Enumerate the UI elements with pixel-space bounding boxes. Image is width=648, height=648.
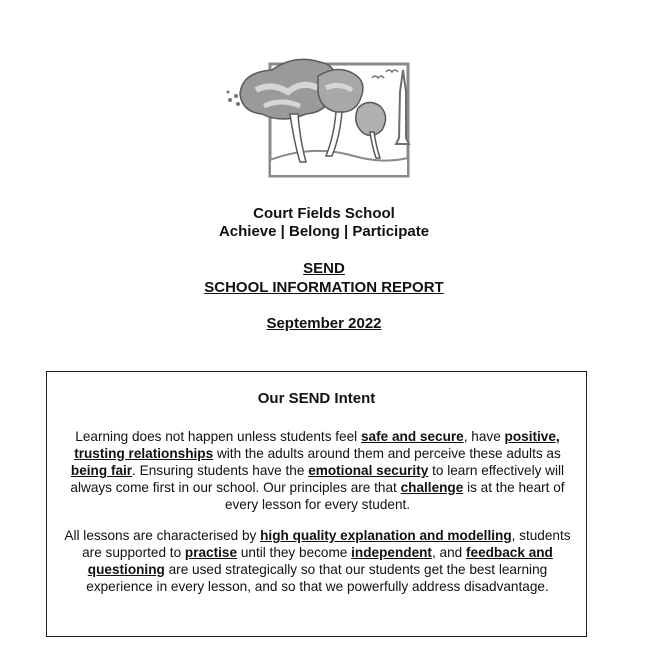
send-intent-box [46, 371, 587, 637]
emphasis-text: practise [184, 545, 238, 560]
school-motto: Achieve | Belong | Participate [218, 223, 430, 240]
paragraph-text: are used strategically so that our students get the best learning experience in every lesson, and so that we powerfully address disadvantage. [86, 562, 549, 594]
intent-paragraph-2 [59, 527, 576, 595]
logo-tree-canopy [318, 69, 363, 112]
logo-leaf [236, 102, 240, 106]
logo-leaf [228, 98, 232, 102]
emphasis-text: positive, trusting relationships [74, 429, 560, 461]
logo-tree-canopy [356, 102, 386, 135]
logo-tree-trunk [326, 112, 342, 156]
school-name: Court Fields School [253, 205, 395, 222]
logo-bird [386, 70, 398, 72]
emphasis-text: high quality explanation and modelling [260, 528, 512, 543]
emphasis-text: challenge [400, 480, 464, 495]
intent-heading: Our SEND Intent [257, 390, 376, 407]
logo-bird [372, 76, 384, 78]
logo-tree-trunk [370, 132, 380, 158]
logo-leaf [227, 91, 230, 94]
document-title-report: SCHOOL INFORMATION REPORT [204, 279, 444, 296]
paragraph-text: , and [431, 545, 466, 560]
logo-leaf [234, 94, 238, 98]
document-date: September 2022 [266, 315, 382, 332]
emphasis-text: safe and secure [360, 429, 464, 444]
paragraph-text: , students are supported to [82, 528, 571, 560]
emphasis-text: being fair [70, 463, 133, 478]
paragraph-text: to learn effectively will always come first in our school. Our principles are that [70, 463, 565, 495]
emphasis-text: emotional security [308, 463, 429, 478]
paragraph-text: Learning does not happen unless students feel [75, 429, 361, 444]
emphasis-text: feedback and questioning [87, 545, 553, 577]
emphasis-text: independent [351, 545, 432, 560]
paragraph-text: , have [463, 429, 505, 444]
logo-hill [270, 151, 408, 176]
paragraph-text: . Ensuring students have the [132, 463, 309, 478]
paragraph-text: with the adults around them and perceive these adults as [213, 446, 561, 461]
paragraph-text: until they become [237, 545, 352, 560]
intent-paragraph-1 [59, 428, 576, 513]
paragraph-text: All lessons are characterised by [64, 528, 261, 543]
paragraph-text: is at the heart of every lesson for every student. [224, 480, 565, 512]
document-title-send: SEND [303, 260, 345, 277]
school-logo [222, 52, 422, 182]
